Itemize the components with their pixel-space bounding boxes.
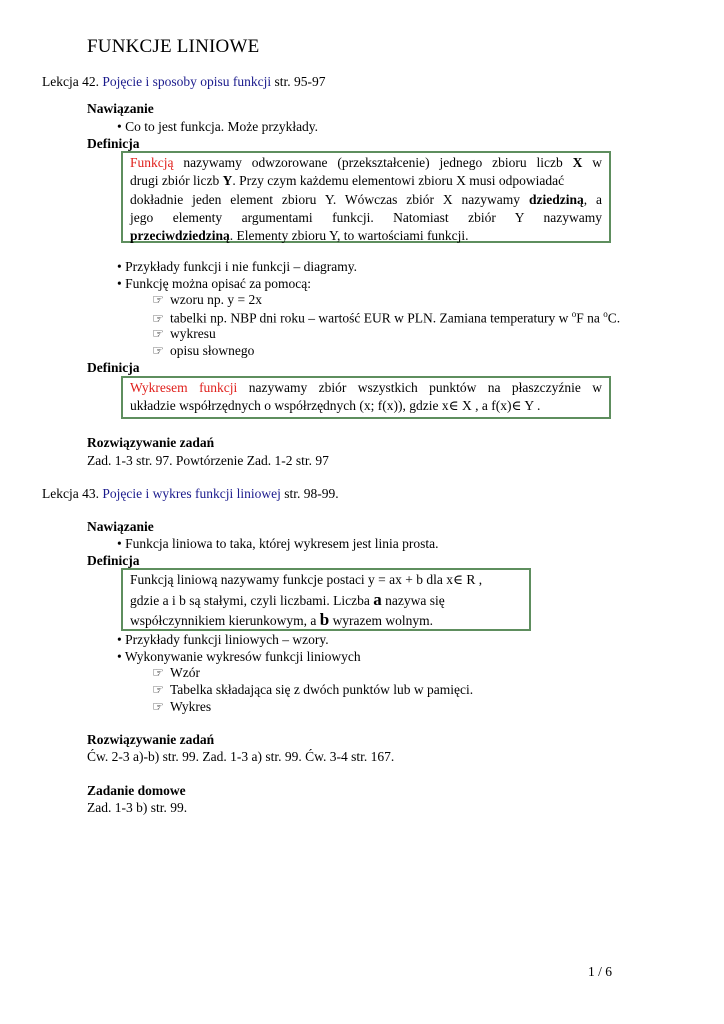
- definicja-heading-2: Definicja: [87, 360, 140, 375]
- tasks-heading-43: Rozwiązywanie zadań: [87, 732, 215, 747]
- def1-text: drugi zbiór liczb: [130, 173, 220, 189]
- bullet-icon: •: [117, 276, 122, 291]
- sub-list-item: [152, 699, 211, 715]
- def3-line-3: [130, 610, 526, 631]
- nawiazanie-heading-43: Nawiązanie: [87, 519, 154, 534]
- nawiazanie-heading-42: Nawiązanie: [87, 101, 154, 116]
- list-item-text: Wykonywanie wykresów funkcji liniowych: [124, 649, 361, 664]
- sub-list-text: F na: [576, 310, 600, 326]
- def2-text: nazywamy zbiór wszystkich punktów na płaszczyźnie w: [248, 380, 603, 395]
- sub-list-text: C.: [607, 310, 621, 326]
- def1-text: dokładnie jeden element zbioru Y. Wówczas zbiór X nazywamy: [130, 191, 521, 207]
- lesson-43-topic: Pojęcie i wykres funkcji liniowej: [102, 486, 281, 501]
- degree-sup: o: [571, 309, 577, 319]
- def1-line-1: [130, 154, 602, 172]
- sub-list-item: [152, 309, 620, 327]
- lesson-43-header: [42, 486, 339, 502]
- tasks-43: Ćw. 2-3 a)-b) str. 99. Zad. 1-3 a) str. 99. Ćw. 3-4 str. 167.: [87, 749, 395, 764]
- sub-list-text: Wykres: [170, 699, 212, 714]
- sub-list-item: [152, 292, 262, 308]
- def2-line-1: [130, 379, 602, 397]
- pointing-hand-icon: ☞: [152, 292, 165, 307]
- set-y: Y: [222, 173, 233, 189]
- bullet-icon: •: [117, 649, 122, 664]
- list-item: [117, 259, 357, 275]
- list-item-text: Co to jest funkcja. Może przykłady.: [125, 119, 319, 134]
- pointing-hand-icon: ☞: [152, 682, 165, 697]
- tasks-heading-42: Rozwiązywanie zadań: [87, 435, 215, 450]
- degree-sup: o: [603, 309, 608, 319]
- pointing-hand-icon: ☞: [152, 326, 165, 341]
- term-function: Funkcją: [130, 155, 174, 170]
- lesson-42-topic: Pojęcie i sposoby opisu funkcji: [102, 74, 272, 89]
- definition-linear-text: [130, 570, 526, 631]
- sub-list-item: [152, 326, 216, 342]
- list-item: [117, 632, 329, 648]
- def1-line-3: [130, 191, 602, 209]
- list-item: [117, 536, 439, 552]
- page-number: 1 / 6: [588, 964, 613, 979]
- def3-text: nazywa się: [385, 592, 445, 608]
- tasks-42: Zad. 1-3 str. 97. Powtórzenie Zad. 1-2 str. 97: [87, 453, 329, 468]
- def1-text: nazywamy odwzorowane (przekształcenie) jednego zbioru liczb: [183, 155, 563, 170]
- list-item: [117, 649, 361, 665]
- def3-line-1: Funkcją liniową nazywamy funkcje postaci y = ax + b dla x∈ R ,: [130, 572, 483, 587]
- definicja-heading-3: Definicja: [87, 553, 140, 568]
- definicja-heading-1: Definicja: [87, 136, 140, 151]
- list-item-text: Funkcję można opisać za pomocą:: [125, 276, 312, 291]
- pointing-hand-icon: ☞: [152, 665, 165, 680]
- def2-line-2: układzie współrzędnych o współrzędnych (x; f(x)), gdzie x∈ X , a f(x)∈ Y .: [130, 398, 541, 414]
- list-item: [117, 119, 318, 135]
- homework-heading: Zadanie domowe: [87, 783, 186, 798]
- term-codomain: przeciwdziedziną: [130, 228, 230, 244]
- bullet-icon: •: [117, 259, 122, 274]
- list-item-text: Przykłady funkcji i nie funkcji – diagramy.: [125, 259, 358, 274]
- bullet-icon: •: [117, 119, 122, 134]
- def3-text: współczynnikiem kierunkowym, a: [130, 613, 317, 628]
- lesson-42-header: [42, 74, 326, 90]
- def1-line-4: jego elementy argumentami funkcji. Natomiast zbiór Y nazywamy: [130, 209, 602, 225]
- sub-list-text: opisu słownego: [170, 343, 255, 358]
- page-title: FUNKCJE LINIOWE: [87, 36, 260, 57]
- sub-list-text: Tabelka składająca się z dwóch punktów lub w pamięci.: [170, 682, 474, 697]
- definition-function-text: [130, 154, 602, 245]
- lesson-43-pages: str. 98-99.: [284, 486, 339, 501]
- lesson-42-pages: str. 95-97: [274, 74, 326, 89]
- term-domain: dziedziną: [528, 191, 584, 207]
- pointing-hand-icon: ☞: [152, 699, 165, 714]
- homework: Zad. 1-3 b) str. 99.: [87, 800, 188, 815]
- bullet-icon: •: [117, 536, 122, 551]
- sub-list-text: Wzór: [170, 665, 200, 680]
- list-item-text: Przykłady funkcji liniowych – wzory.: [125, 632, 329, 647]
- def1-line-5: [130, 227, 602, 245]
- def1-text: . Przy czym każdemu elementowi zbioru X musi odpowiadać: [232, 173, 565, 189]
- set-x: X: [572, 155, 583, 170]
- sub-list-item: [152, 682, 473, 698]
- def1-text: , a: [583, 191, 603, 207]
- pointing-hand-icon: ☞: [152, 310, 165, 326]
- def3-line-2: [130, 590, 526, 611]
- def3-text: wyrazem wolnym.: [332, 613, 434, 628]
- coefficient-a: a: [373, 589, 382, 609]
- def3-text: gdzie a i b są stałymi, czyli liczbami. Liczba: [130, 592, 370, 608]
- sub-list-text: wzoru np. y = 2x: [170, 292, 262, 307]
- pointing-hand-icon: ☞: [152, 343, 165, 358]
- sub-list-item: [152, 343, 254, 359]
- lesson-42-prefix: Lekcja 42.: [42, 74, 99, 89]
- def1-line-2: [130, 172, 602, 190]
- list-item: [117, 276, 311, 292]
- sub-list-item: [152, 665, 200, 681]
- lesson-43-prefix: Lekcja 43.: [42, 486, 99, 501]
- def1-text: . Elementy zbioru Y, to wartościami funkcji.: [229, 228, 469, 244]
- definition-graph-text: [130, 379, 602, 416]
- def1-text: w: [592, 155, 603, 170]
- term-graph: Wykresem funkcji: [130, 380, 238, 395]
- sub-list-text: tabelki np. NBP dni roku – wartość EUR w PLN. Zamiana temperatury w: [170, 310, 569, 326]
- bullet-icon: •: [117, 632, 122, 647]
- list-item-text: Funkcja liniowa to taka, której wykresem jest linia prosta.: [125, 536, 439, 551]
- sub-list-text: wykresu: [170, 326, 216, 341]
- coefficient-b: b: [319, 610, 330, 629]
